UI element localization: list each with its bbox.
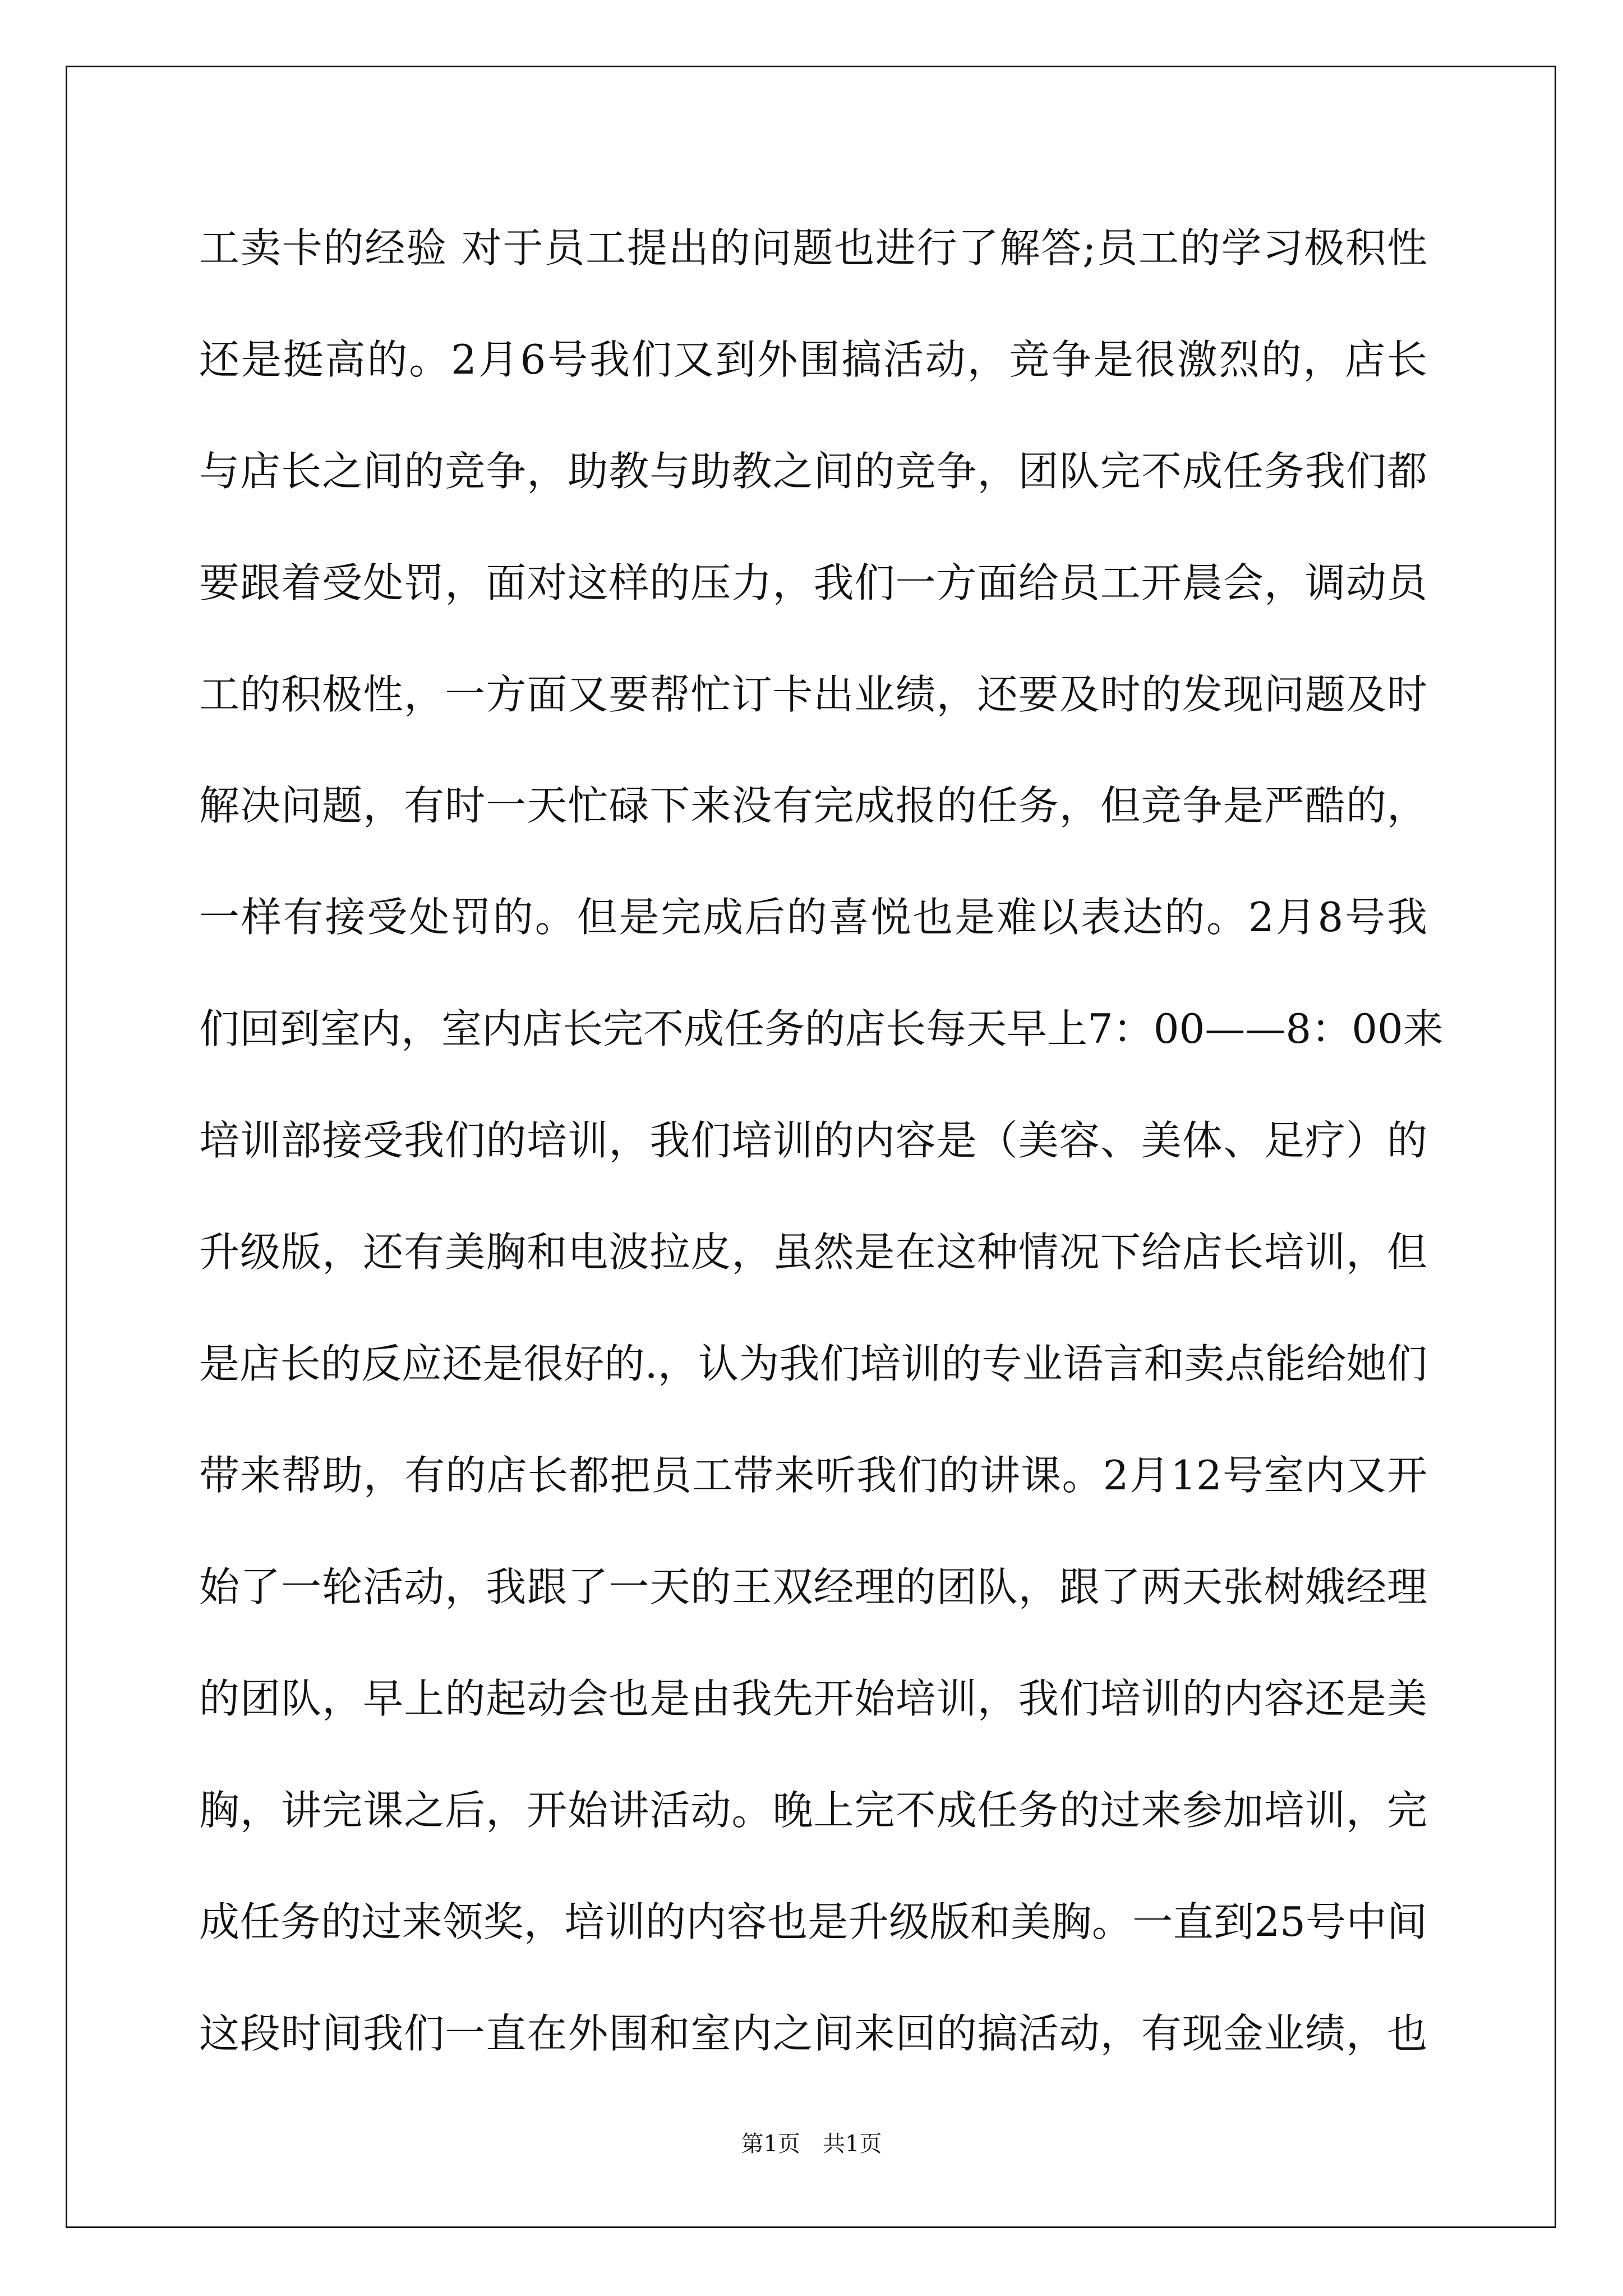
text-line: 这段时间我们一直在外围和室内之间来回的搞活动，有现金业绩，也 [199,2010,1427,2057]
text-line: 要跟着受处罚，面对这样的压力，我们一方面给员工开晨会，调动员 [199,559,1427,606]
text-line: 的团队，早上的起动会也是由我先开始培训，我们培训的内容还是美 [199,1675,1427,1722]
text-line: 一样有接受处罚的。但是完成后的喜悦也是难以表达的。2月8号我 [199,894,1427,941]
text-line: 成任务的过来领奖，培训的内容也是升级版和美胸。一直到25号中间 [199,1898,1427,1945]
text-line: 解决问题，有时一天忙碌下来没有完成报的任务，但竞争是严酷的， [199,782,1427,829]
text-line: 与店长之间的竞争，助教与助教之间的竞争，团队完不成任务我们都 [199,448,1427,495]
text-line: 升级版，还有美胸和电波拉皮，虽然是在这种情况下给店长培训，但 [199,1228,1427,1276]
text-line: 胸，讲完课之后，开始讲活动。晚上完不成任务的过来参加培训，完 [199,1787,1427,1834]
text-line: 们回到室内，室内店长完不成任务的店长每天早上7：00——8：00来 [199,1005,1444,1052]
page-number-footer: 第1页 共1页 [741,2131,882,2157]
text-line: 始了一轮活动，我跟了一天的王双经理的团队，跟了两天张树娥经理 [199,1563,1427,1611]
text-line: 工卖卡的经验 对于员工提出的问题也进行了解答;员工的学习极积性 [199,224,1427,272]
text-line: 是店长的反应还是很好的.，认为我们培训的专业语言和卖点能给她们 [199,1340,1427,1387]
text-line: 培训部接受我们的培训，我们培训的内容是（美容、美体、足疗）的 [199,1117,1427,1164]
text-line: 还是挺高的。2月6号我们又到外围搞活动，竞争是很激烈的，店长 [199,336,1427,383]
text-line: 带来帮助，有的店长都把员工带来听我们的讲课。2月12号室内又开 [199,1452,1427,1499]
text-line: 工的积极性，一方面又要帮忙订卡出业绩，还要及时的发现问题及时 [199,671,1427,718]
